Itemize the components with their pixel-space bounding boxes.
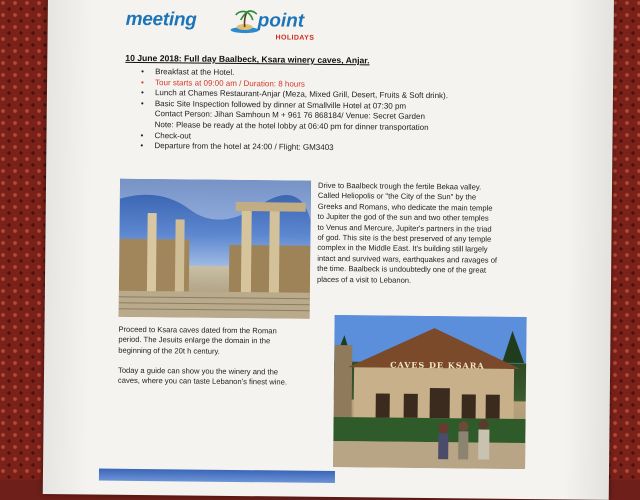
- day-heading: 10 June 2018: Full day Baalbeck, Ksara winery caves, Anjar.: [125, 52, 370, 66]
- baalbeck-text-line: intact and survived wars, earthquakes and ravages of: [317, 253, 498, 265]
- baalbeck-temple-photo: [119, 179, 311, 319]
- next-photo-top-edge: [99, 469, 335, 483]
- winery-guide-text: [118, 366, 326, 389]
- ksara-text-line: Proceed to Ksara caves dated from the Roman: [118, 324, 277, 336]
- baalbeck-description: [317, 181, 534, 287]
- logo-word-meeting: meeting: [125, 8, 197, 31]
- baalbeck-text-line: to Venus and Mercure, Jupiter's partners in the triad: [317, 222, 492, 234]
- schedule-item: • Departure from the hotel at 24:00 / Flight: GM3403: [140, 141, 580, 156]
- baalbeck-text-line: the time. Baalbeck is undoubtedly one of the great: [317, 264, 487, 275]
- baalbeck-text-line: Drive to Baalbeck trough the fertile Bekaa valley.: [317, 180, 482, 192]
- schedule-item: • Check-out: [140, 131, 580, 146]
- ksara-text-line: period. The Jesuits enlarge the domain in the: [118, 335, 271, 346]
- baalbeck-text-line: complex in the Middle East. It's building still largely: [317, 243, 488, 255]
- schedule-item: Note: Please be ready at the hotel lobby at 06:40 pm for dinner transportation: [154, 120, 429, 132]
- baalbeck-text-line: places of a visit to Lebanon.: [316, 274, 412, 285]
- itinerary-sheet: [43, 0, 614, 500]
- schedule-item: • Breakfast at the Hotel.: [141, 67, 581, 82]
- guide-text-line: Today a guide can show you the winery and the: [118, 365, 279, 377]
- logo-tagline: HOLIDAYS: [275, 34, 315, 42]
- ksara-winery-photo: [333, 315, 527, 469]
- guide-text-line: caves, where you can taste Lebanon's finest wine.: [117, 376, 288, 387]
- meeting-point-logo: [125, 7, 325, 49]
- schedule-list: [140, 67, 581, 156]
- winery-sign: CAVES DE KSARA: [390, 359, 485, 371]
- schedule-item: • Lunch at Chames Restaurant-Anjar (Meza, Mixed Grill, Desert, Fruits & Soft drink).: [141, 88, 581, 103]
- baalbeck-text-line: of god. This site is the best preserved of any temple: [317, 232, 492, 244]
- schedule-item: • Tour starts at 09:00 am / Duration: 8 hours: [141, 78, 581, 93]
- ksara-text-line: beginning of the 20t h century.: [118, 345, 220, 356]
- schedule-item: Contact Person: Jihan Samhoun M + 961 76 868184/ Venue: Secret Garden: [154, 109, 425, 122]
- schedule-item: • Basic Site Inspection followed by dinner at Smallville Hotel at 07:30 pm: [141, 99, 581, 114]
- ksara-description: [118, 325, 326, 358]
- logo-word-point: point: [257, 10, 305, 32]
- baalbeck-text-line: Called Heliopolis or "the City of the Sun" by the: [317, 191, 477, 202]
- baalbeck-text-line: to Jupiter the god of the sun and two other temples: [317, 212, 489, 223]
- baalbeck-text-line: Greeks and Romans, who dedicate the main temple: [317, 201, 493, 213]
- palm-island-icon: [230, 8, 260, 34]
